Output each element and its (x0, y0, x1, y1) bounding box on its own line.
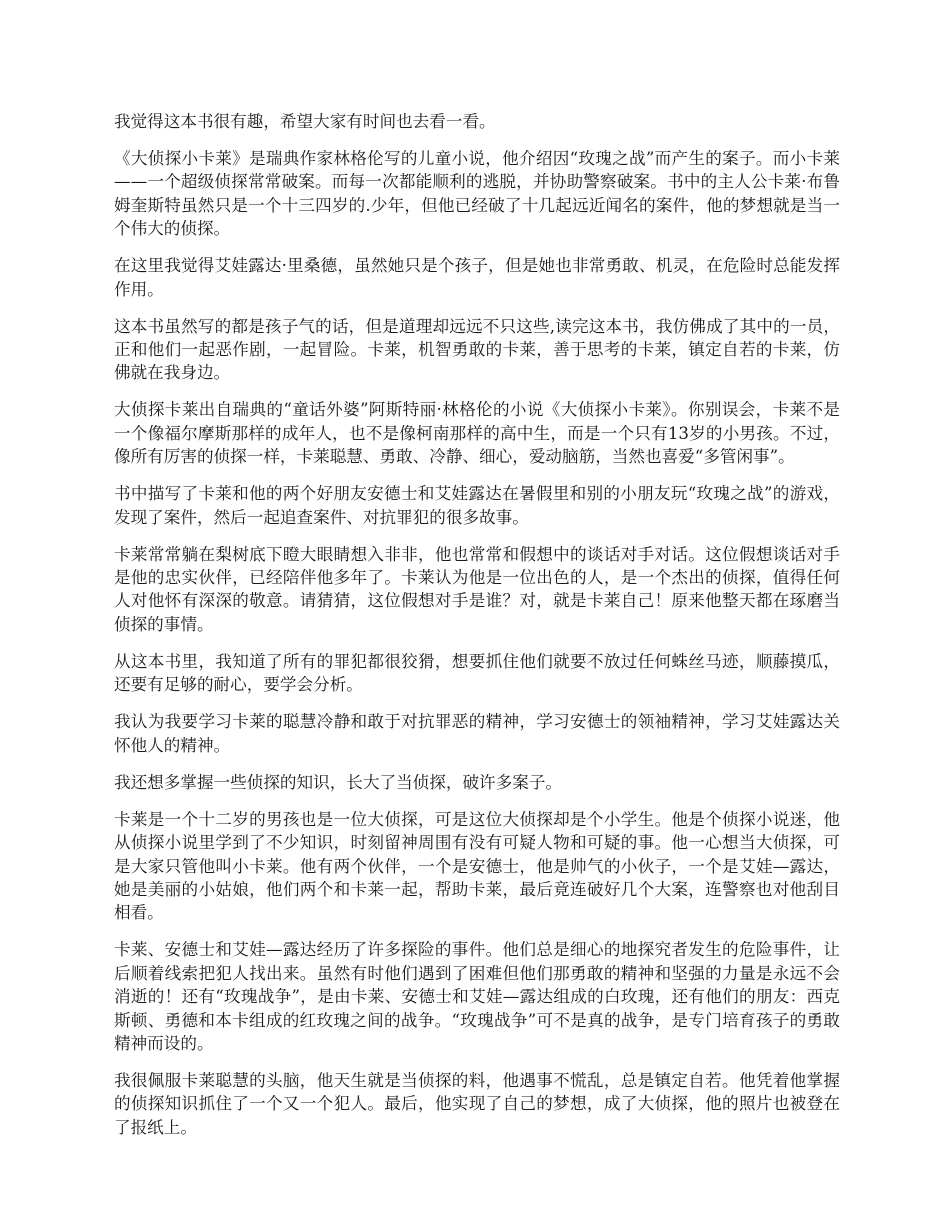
paragraph-5: 大侦探卡莱出自瑞典的“童话外婆”阿斯特丽·林格伦的小说《大侦探小卡莱》。你别误会，卡莱不是一个像福尔摩斯那样的成年人，也不是像柯南那样的高中生，而是一个只有13岁的小男孩。不过，像所有厉害的侦探一样，卡莱聪慧、勇敢、冷静、细心，爱动脑筋，当然也喜爱“多管闲事”。 (114, 400, 840, 467)
paragraph-3: 在这里我觉得艾娃露达·里桑德，虽然她只是个孩子，但是她也非常勇敢、机灵，在危险时总能发挥作用。 (114, 256, 840, 299)
paragraph-1: 我觉得这本书很有趣，希望大家有时间也去看一看。 (114, 112, 496, 131)
paragraph-2: 《大侦探小卡莱》是瑞典作家林格伦写的儿童小说，他介绍因“玫瑰之战”而产生的案子。而小卡莱——一个超级侦探常常破案。而每一次都能顺利的逃脱，并协助警察破案。书中的主人公卡莱·布鲁姆奎斯特虽然只是一个十三四岁的.少年，但他已经破了十几起远近闻名的案件，他的梦想就是当一个伟大的侦探。 (114, 149, 840, 239)
paragraph-6: 书中描写了卡莱和他的两个好朋友安德士和艾娃露达在暑假里和别的小朋友玩“玫瑰之战”的游戏，发现了案件，然后一起追查案件、对抗罪犯的很多故事。 (114, 484, 840, 527)
paragraph-13: 我很佩服卡莱聪慧的头脑，他天生就是当侦探的料，他遇事不慌乱，总是镇定自若。他凭着他掌握的侦探知识抓住了一个又一个犯人。最后，他实现了自己的梦想，成了大侦探，他的照片也被登在了报纸上。 (114, 1070, 840, 1137)
paragraph-12: 卡莱、安德士和艾娃—露达经历了许多探险的事件。他们总是细心的地探究者发生的危险事件，让后顺着线索把犯人找出来。虽然有时他们遇到了困难但他们那勇敢的精神和坚强的力量是永远不会消逝的！还有“玫瑰战争”，是由卡莱、安德士和艾娃—露达组成的白玫瑰，还有他们的朋友：西克斯顿、勇德和本卡组成的红玫瑰之间的战争。“玫瑰战争”可不是真的战争，是专门培育孩子的勇敢精神而设的。 (114, 940, 840, 1053)
document-body (114, 110, 840, 1153)
paragraph-4: 这本书虽然写的都是孩子气的话，但是道理却远远不只这些,读完这本书，我仿佛成了其中的一员，正和他们一起恶作剧，一起冒险。卡莱，机智勇敢的卡莱，善于思考的卡莱，镇定自若的卡莱，仿佛就在我身边。 (114, 316, 840, 383)
paragraph-10: 我还想多掌握一些侦探的知识，长大了当侦探，破许多案子。 (114, 772, 563, 792)
paragraph-8: 从这本书里，我知道了所有的罪犯都很狡猾，想要抓住他们就要不放过任何蛛丝马迹，顺藤摸瓜，还要有足够的耐心，要学会分析。 (114, 651, 840, 695)
paragraph-9: 我认为我要学习卡莱的聪慧冷静和敢于对抗罪恶的精神，学习安德士的领袖精神，学习艾娃露达关怀他人的精神。 (114, 712, 840, 755)
paragraph-11: 卡莱是一个十二岁的男孩也是一位大侦探，可是这位大侦探却是个小学生。他是个侦探小说迷，他从侦探小说里学到了不少知识，时刻留神周围有没有可疑人物和可疑的事。他一心想当大侦探，可是大家只管他叫小卡莱。他有两个伙伴，一个是安德士，他是帅气的小伙子，一个是艾娃—露达，她是美丽的小姑娘，他们两个和卡莱一起，帮助卡莱，最后竟连破好几个大案，连警察也对他刮目相看。 (114, 809, 840, 923)
paragraph-7: 卡莱常常躺在梨树底下瞪大眼睛想入非非，他也常常和假想中的谈话对手对话。这位假想谈话对手是他的忠实伙伴，已经陪伴他多年了。卡莱认为他是一位出色的人，是一个杰出的侦探，值得任何人对他怀有深深的敬意。请猜猜，这位假想对手是谁？对，就是卡莱自己！原来他整天都在琢磨当侦探的事情。 (114, 544, 840, 634)
